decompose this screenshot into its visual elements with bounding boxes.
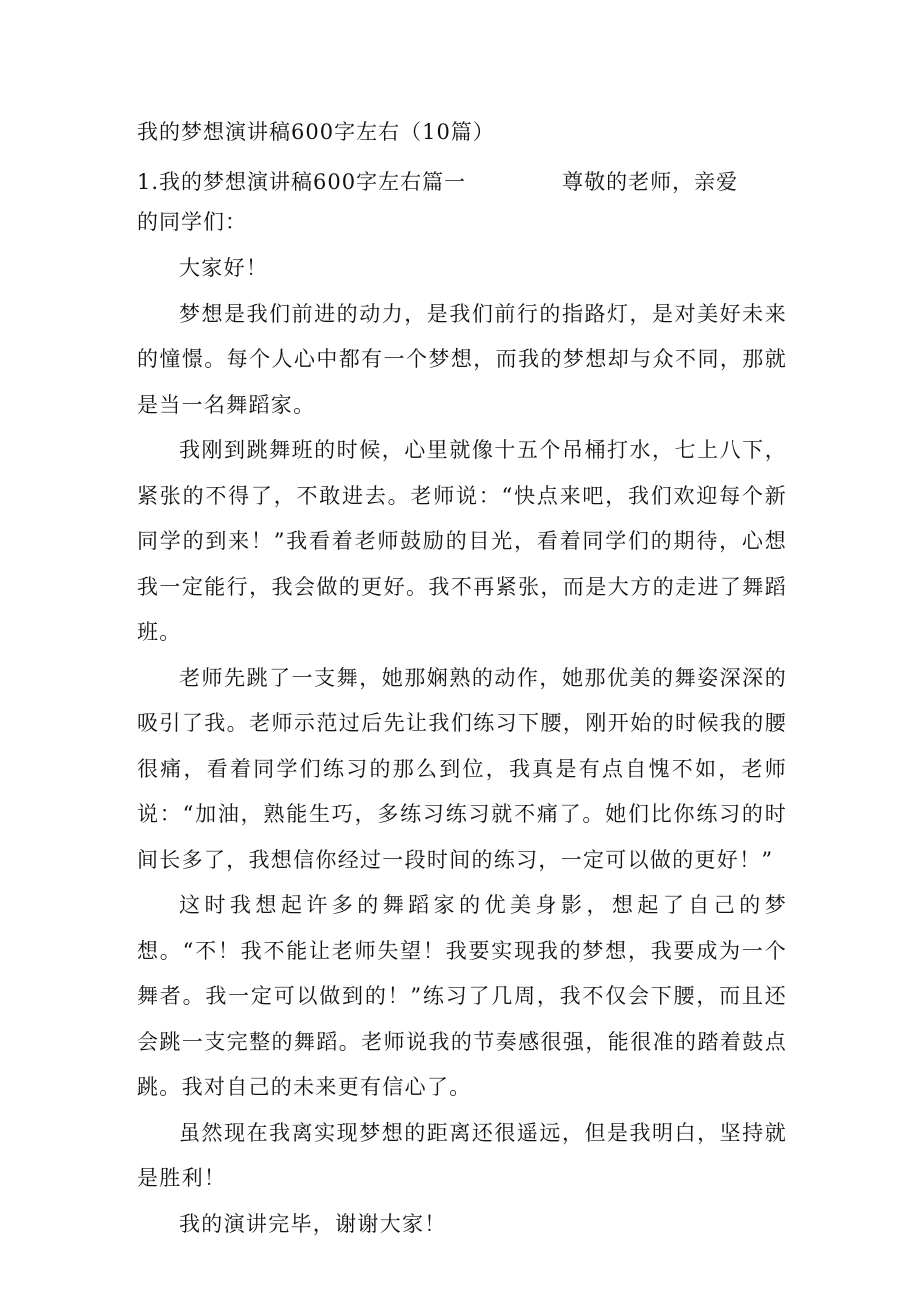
salutation-continuation: 的同学们： bbox=[137, 210, 247, 234]
paragraph-closing: 我的演讲完毕，谢谢大家！ bbox=[179, 1211, 447, 1236]
speech-body bbox=[137, 246, 787, 1247]
paragraph: 这时我想起许多的舞蹈家的优美身影，想起了自己的梦想。“不！我不能让老师失望！我要实现我的梦想，我要成为一个舞者。我一定可以做到的！”练习了几周，我不仅会下腰，而且还会跳一支完整的舞蹈。老师说我的节奏感很强，能很准的踏着鼓点跳。我对自己的未来更有信心了。 bbox=[137, 893, 787, 1099]
paragraph-greeting: 大家好！ bbox=[179, 256, 269, 280]
salutation-start: 尊敬的老师，亲爱 bbox=[562, 170, 739, 194]
paragraph: 梦想是我们前进的动力，是我们前行的指路灯，是对美好未来的憧憬。每个人心中都有一个梦想，而我的梦想却与众不同，那就是当一名舞蹈家。 bbox=[137, 301, 787, 417]
paragraph: 老师先跳了一支舞，她那娴熟的动作，她那优美的舞姿深深的吸引了我。老师示范过后先让我们练习下腰，刚开始的时候我的腰很痛，看着同学们练习的那么到位，我真是有点自愧不如，老师说：“加油，熟能生巧，多练习练习就不痛了。她们比你练习的时间长多了，我想信你经过一段时间的练习，一定可以做的更好！” bbox=[137, 665, 787, 872]
paragraph: 我刚到跳舞班的时候，心里就像十五个吊桶打水，七上八下，紧张的不得了，不敢进去。老师说：“快点来吧，我们欢迎每个新同学的到来！”我看着老师鼓励的目光，看着同学们的期待，心想我一定能行，我会做的更好。我不再紧张，而是大方的走进了舞蹈班。 bbox=[137, 438, 787, 644]
section-heading bbox=[137, 160, 783, 204]
section-number-title: 1.我的梦想演讲稿600字左右篇一 bbox=[137, 170, 467, 194]
paragraph: 虽然现在我离实现梦想的距离还很遥远，但是我明白，坚持就是胜利！ bbox=[137, 1120, 787, 1190]
document-title: 我的梦想演讲稿600字左右（10篇） bbox=[137, 120, 495, 144]
